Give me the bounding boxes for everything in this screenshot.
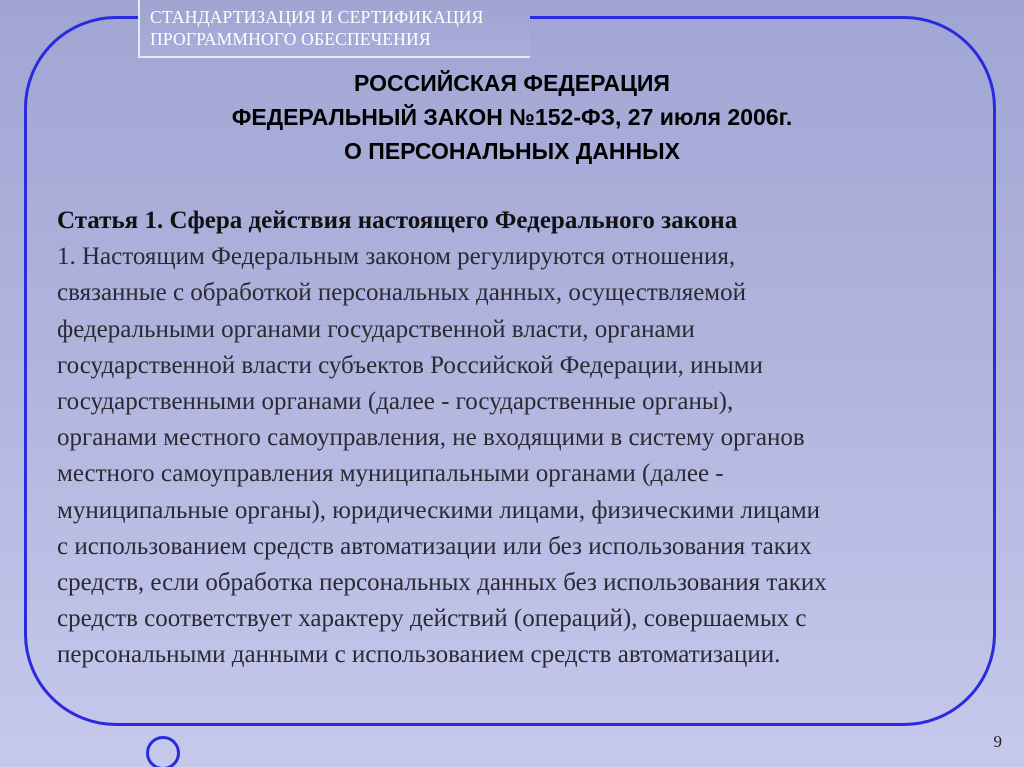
- article-heading: Статья 1. Сфера действия настоящего Федерального закона: [57, 207, 738, 234]
- article-line: местного самоуправления муниципальными органами (далее -: [57, 460, 724, 488]
- course-header-line-1: СТАНДАРТИЗАЦИЯ И СЕРТИФИКАЦИЯ: [150, 7, 484, 27]
- title-line-3: О ПЕРСОНАЛЬНЫХ ДАННЫХ: [344, 138, 680, 164]
- article-line: государственной власти субъектов Российской Федерации, иными: [57, 351, 763, 379]
- course-header-line-2: ПРОГРАММНОГО ОБЕСПЕЧЕНИЯ: [150, 29, 431, 49]
- title-line-1: РОССИЙСКАЯ ФЕДЕРАЦИЯ: [354, 70, 670, 96]
- article-line: с использованием средств автоматизации или без использования таких: [57, 532, 812, 560]
- page-number: 9: [993, 732, 1002, 751]
- article-line: персональными данными с использованием средств автоматизации.: [57, 641, 781, 669]
- slide-title: [0, 66, 1024, 168]
- article-line: 1. Настоящим Федеральным законом регулируются отношения,: [57, 243, 736, 271]
- article-line: государственными органами (далее - государственные органы),: [57, 388, 734, 416]
- article-line: средств соответствует характеру действий (операций), совершаемых с: [57, 605, 807, 633]
- article-line: муниципальные органы), юридическими лицами, физическими лицами: [57, 496, 821, 524]
- circle-nav-button[interactable]: [146, 736, 180, 767]
- title-line-2: ФЕДЕРАЛЬНЫЙ ЗАКОН №152-ФЗ, 27 июля 2006г.: [231, 104, 793, 130]
- course-header: [138, 0, 530, 58]
- article-line: средств, если обработка персональных данных без использования таких: [57, 569, 827, 597]
- article-text: [57, 203, 987, 674]
- article-line: связанные с обработкой персональных данных, осуществляемой: [57, 279, 746, 307]
- article-line: федеральными органами государственной власти, органами: [57, 315, 695, 343]
- article-line: органами местного самоуправления, не входящими в систему органов: [57, 424, 805, 452]
